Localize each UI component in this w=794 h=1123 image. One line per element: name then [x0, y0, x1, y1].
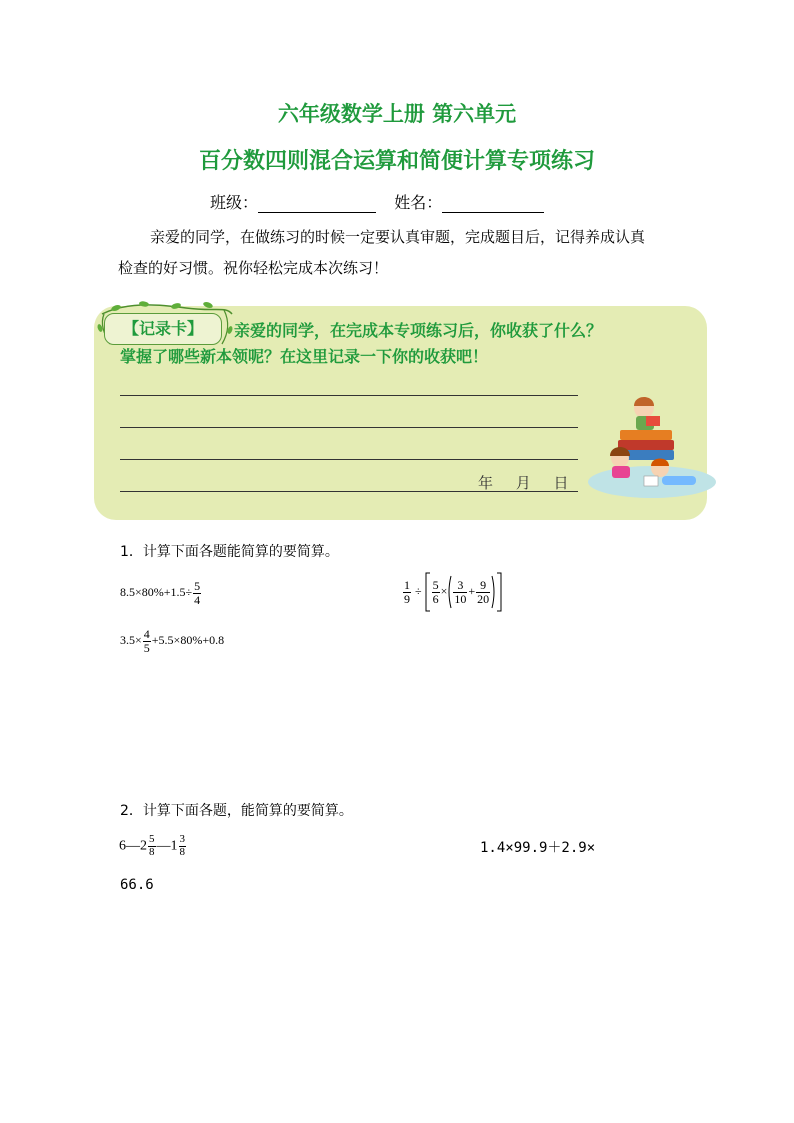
record-line-1[interactable] — [120, 395, 578, 396]
numerator: 1 — [404, 577, 410, 592]
operator: ÷ — [415, 583, 422, 598]
denominator: 9 — [404, 591, 410, 606]
expression-2 — [402, 572, 502, 612]
fraction — [432, 579, 440, 605]
record-card-text-1: 亲爱的同学，在完成本专项练习后，你收获了什么？ — [234, 321, 603, 340]
numerator: 5 — [194, 579, 201, 593]
denominator: 20 — [477, 591, 490, 606]
expression-4-text-a: 6—2 — [119, 838, 147, 854]
denominator: 8 — [179, 845, 185, 858]
record-line-2[interactable] — [120, 427, 578, 428]
fraction — [193, 580, 201, 606]
expression-1-text: 8.5×80%+1.5÷ — [120, 584, 193, 599]
expression-3-text-a: 3.5× — [120, 632, 142, 647]
left-parenthesis-icon — [447, 575, 452, 609]
intro-line-2: 检查的好习惯。祝你轻松完成本次练习！ — [118, 259, 389, 277]
numerator: 5 — [149, 833, 155, 845]
intro-line-1: 亲爱的同学，在做练习的时候一定要认真审题，完成题目后，记得养成认真 — [150, 228, 646, 246]
record-card-text-2: 掌握了哪些新本领呢？在这里记录一下你的收获吧！ — [120, 347, 489, 366]
denominator: 6 — [432, 591, 439, 606]
expression-3-text-b: +5.5×80%+0.8 — [151, 632, 225, 647]
operator: × — [440, 583, 448, 598]
expression-5-continued: 66.6 — [120, 877, 154, 893]
name-blank[interactable] — [442, 194, 544, 213]
numerator: 4 — [143, 627, 150, 641]
numerator: 5 — [432, 577, 439, 592]
page-title: 六年级数学上册 第六单元 — [277, 102, 517, 126]
class-label: 班级： — [210, 193, 259, 212]
reading-children-illustration — [580, 386, 718, 504]
fraction — [179, 834, 187, 858]
student-info — [210, 190, 544, 213]
denominator: 10 — [454, 591, 467, 606]
page-subtitle: 百分数四则混合运算和简便计算专项练习 — [198, 149, 595, 174]
question-2-title: 2．计算下面各题，能简算的要简算。 — [120, 803, 353, 819]
name-label: 姓名： — [394, 193, 443, 212]
expression-1 — [120, 580, 202, 606]
expression-4 — [119, 834, 187, 858]
expression-4-text-b: —1 — [156, 838, 178, 854]
fraction — [453, 579, 467, 605]
numerator: 3 — [179, 833, 185, 845]
class-blank[interactable] — [258, 194, 376, 213]
fraction — [148, 834, 156, 858]
expression-5: 1.4×99.9＋2.9× — [480, 840, 596, 856]
expression-3 — [120, 628, 224, 654]
denominator: 4 — [194, 592, 201, 607]
fraction — [143, 628, 151, 654]
right-square-bracket-icon — [496, 572, 502, 612]
record-line-3[interactable] — [120, 459, 578, 460]
fraction — [403, 579, 411, 605]
fraction — [476, 579, 490, 605]
left-square-bracket-icon — [425, 572, 431, 612]
numerator: 3 — [453, 579, 467, 593]
operator: + — [468, 583, 476, 598]
denominator: 5 — [143, 640, 150, 655]
question-1-title: 1．计算下面各题能简算的要简算。 — [120, 544, 339, 560]
denominator: 8 — [149, 845, 155, 858]
record-card-label: 【记录卡】 — [104, 313, 222, 345]
numerator: 9 — [476, 579, 490, 593]
record-date: 年 月 日 — [478, 474, 569, 492]
